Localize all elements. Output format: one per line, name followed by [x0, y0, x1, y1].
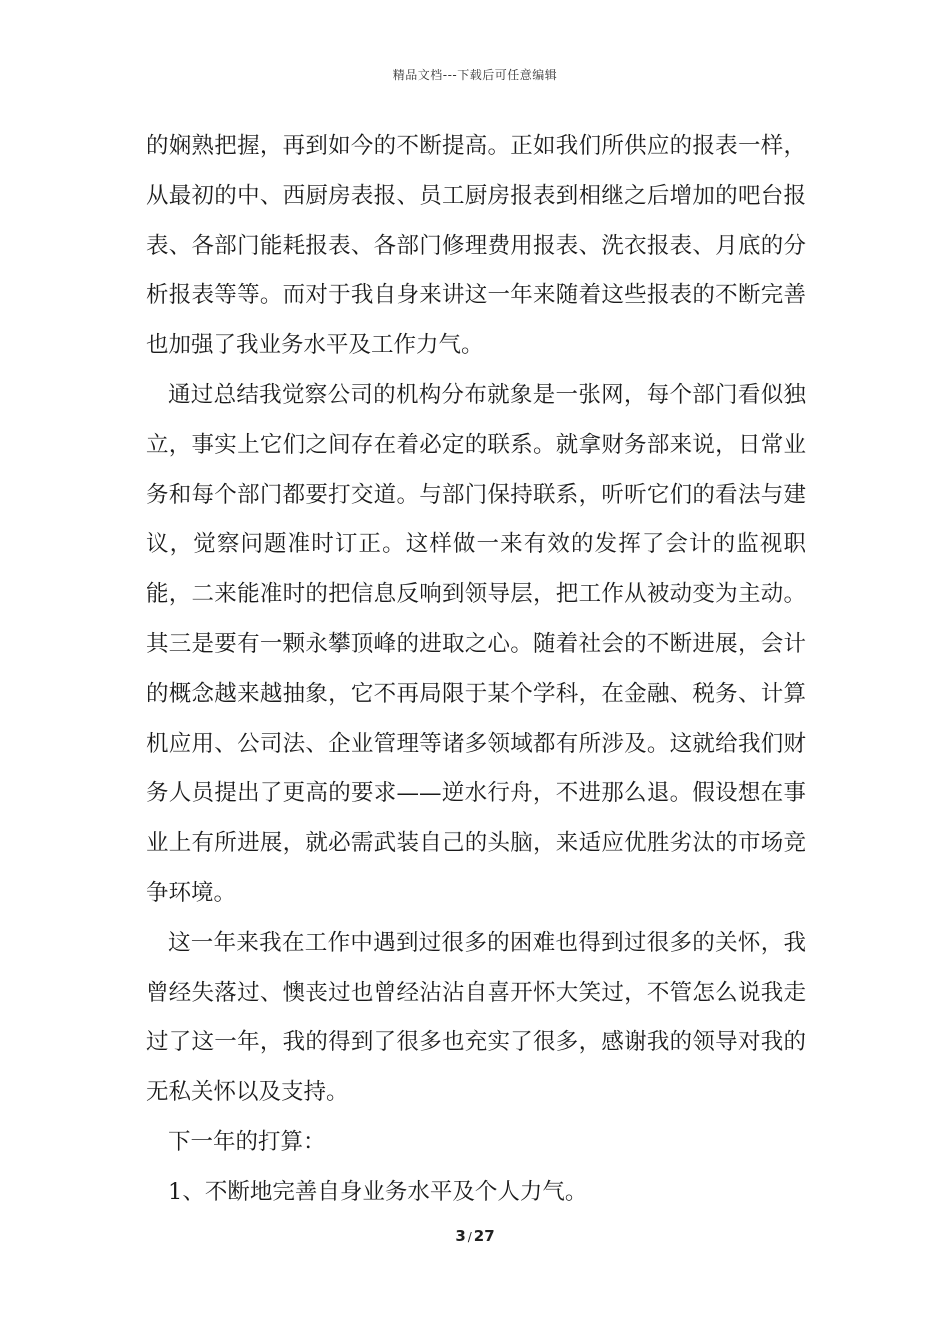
document-body [146, 122, 806, 1218]
paragraph-4: 下一年的打算： [168, 1128, 326, 1155]
page-header: 精品文档---下载后可任意编辑 [392, 68, 558, 82]
total-pages: 27 [473, 1227, 495, 1245]
current-page: 3 [455, 1227, 466, 1245]
page-number [0, 1227, 950, 1245]
paragraph-1: 的娴熟把握，再到如今的不断提高。正如我们所供应的报表一样，从最初的中、西厨房表报、员工厨房报表到相继之后增加的吧台报表、各部门能耗报表、各部门修理费用报表、洗衣报表、月底的分析报表等等。而对于我自身来讲这一年来随着这些报表的不断完善也加强了我业务水平及工作力气。 [146, 133, 806, 359]
page-separator: / [467, 1230, 472, 1244]
paragraph-3: 这一年来我在工作中遇到过很多的困难也得到过很多的关怀，我曾经失落过、懊丧过也曾经沾沾自喜开怀大笑过，不管怎么说我走过了这一年，我的得到了很多也充实了很多，感谢我的领导对我的无私关怀以及支持。 [146, 929, 806, 1106]
paragraph-5: 1、不断地完善自身业务水平及个人力气。 [168, 1178, 588, 1205]
paragraph-2: 通过总结我觉察公司的机构分布就象是一张网，每个部门看似独立，事实上它们之间存在着必定的联系。就拿财务部来说，日常业务和每个部门都要打交道。与部门保持联系，听听它们的看法与建议，觉察问题准时订正。这样做一来有效的发挥了会计的监视职能，二来能准时的把信息反响到领导层，把工作从被动变为主动。其三是要有一颗永攀顶峰的进取之心。随着社会的不断进展，会计的概念越来越抽象，它不再局限于某个学科，在金融、税务、计算机应用、公司法、企业管理等诸多领域都有所涉及。这就给我们财务人员提出了更高的要求——逆水行舟，不进那么退。假设想在事业上有所进展，就必需武装自己的头脑，来适应优胜劣汰的市场竞争环境。 [146, 381, 806, 906]
